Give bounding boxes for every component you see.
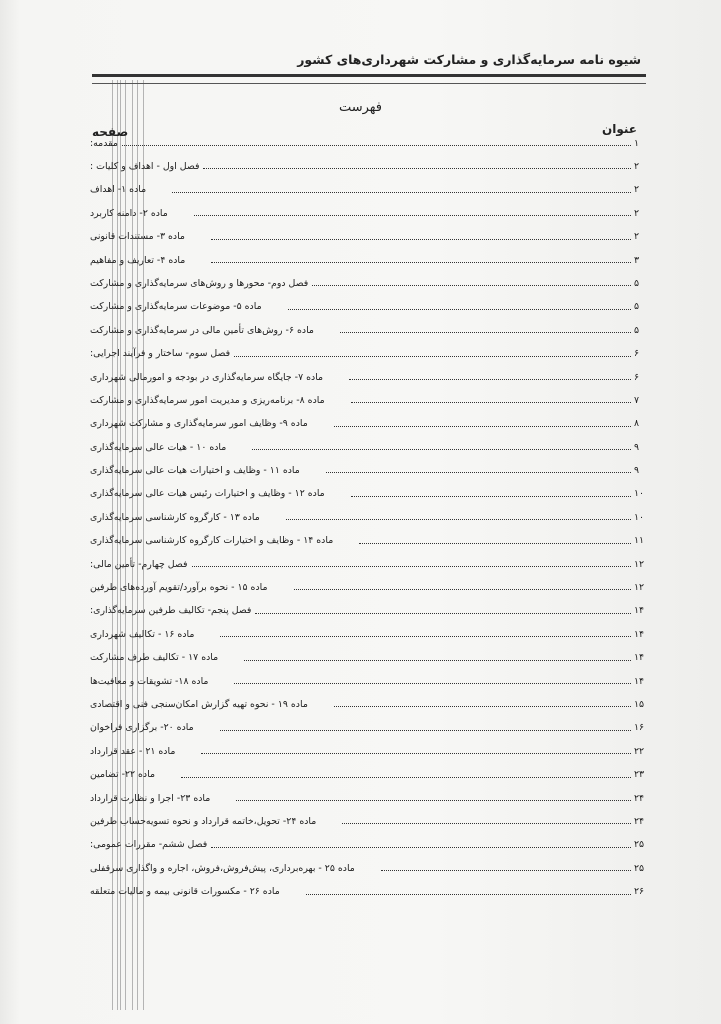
toc-entry-leader (211, 847, 631, 848)
toc-entry-label: ماده ۴- تعاریف و مفاهیم (90, 254, 186, 266)
toc-entry-page-number: ۲۴ (634, 815, 645, 827)
toc-entry-page-number: ۲ (634, 184, 640, 196)
toc-entry-leader (172, 192, 631, 193)
toc-entry-leader (306, 894, 631, 895)
toc-entry-label: ماده ۲۵ - بهره‌برداری، پیش‌فروش،فروش، اجاره و واگذاری سرقفلی (90, 862, 355, 874)
toc-entry-label: فصل دوم- محورها و روش‌های سرمایه‌گذاری و مشارکت (90, 277, 309, 289)
column-page-heading: صفحه (92, 125, 129, 139)
toc-entry-leader (342, 823, 631, 824)
toc-entry-page-number: ۱۱ (634, 535, 645, 547)
toc-entry-page-number: ۵ (634, 324, 640, 336)
toc-entry-leader (211, 262, 631, 263)
toc-entry (90, 312, 654, 335)
toc-entry-label: ماده ۹- وظایف امور سرمایه‌گذاری و مشارکت شهرداری (90, 418, 308, 430)
toc-entry (90, 756, 654, 779)
toc-entry (90, 850, 654, 873)
toc-entry-label: ماده ۸- برنامه‌ریزی و مدیریت امور سرمایه‌گذاری و مشارکت (90, 394, 325, 406)
toc-entry-label: ماده ۱۷ - تکالیف طرف مشارکت (90, 652, 219, 664)
toc-entry-page-number: ۲۵ (634, 862, 645, 874)
toc-entry (90, 616, 654, 639)
toc-entry-leader (351, 402, 631, 403)
toc-entry (90, 499, 654, 522)
toc-entry (90, 592, 654, 615)
toc-entry (90, 195, 654, 218)
toc-entry (90, 663, 654, 686)
toc-entry-label: ماده ۲۴- تحویل،خاتمه قرارداد و نحوه تسویه‌حساب طرفین (90, 815, 317, 827)
toc-entry (90, 522, 654, 545)
toc-entry-leader (252, 449, 631, 450)
toc-entry-leader (194, 215, 631, 216)
toc-entry-page-number: ۵ (634, 277, 640, 289)
toc-entry (90, 686, 654, 709)
toc-entry (90, 148, 654, 171)
toc-entry-leader (236, 800, 631, 801)
toc-entry-leader (312, 285, 631, 286)
toc-entry-leader (220, 636, 631, 637)
toc-entry-label: ماده ۱۰ - هیات عالی سرمایه‌گذاری (90, 441, 227, 453)
document-header-title: شیوه نامه سرمایه‌گذاری و مشارکت شهرداری‌های کشور (297, 52, 641, 67)
toc-entry-page-number: ۶ (634, 371, 640, 383)
toc-entry-page-number: ۲۶ (634, 886, 645, 898)
toc-entry-page-number: ۱ (634, 137, 640, 149)
toc-entry (90, 171, 654, 194)
toc-entry-leader (192, 566, 632, 567)
toc-entry-label: ماده ۵- موضوعات سرمایه‌گذاری و مشارکت (90, 301, 262, 313)
toc-entry-page-number: ۲۳ (634, 769, 645, 781)
toc-entry-label: ماده ۲۱ - عقد قرارداد (90, 745, 176, 757)
toc-entry-leader (351, 496, 631, 497)
toc-entry-leader (234, 356, 631, 357)
toc-entry (90, 405, 654, 428)
toc-entry (90, 873, 654, 896)
table-of-contents (90, 136, 654, 906)
toc-entry-leader (381, 870, 631, 871)
toc-entry-page-number: ۱۴ (634, 628, 645, 640)
toc-entry-label: ماده ۲- دامنه کاربرد (90, 207, 168, 219)
toc-entry-leader (122, 145, 631, 146)
toc-entry-label: ماده ۱۸- تشویقات و معافیت‌ها (90, 675, 209, 687)
toc-entry-label: ماده ۱۴ - وظایف و اختیارات کارگروه کارشناسی سرمایه‌گذاری (90, 535, 334, 547)
toc-entry-label: فصل اول - اهداف و کلیات : (90, 160, 200, 172)
toc-entry-page-number: ۱۲ (634, 582, 645, 594)
toc-entry-leader (340, 332, 631, 333)
toc-entry (90, 429, 654, 452)
toc-entry-label: ماده ۱۶ - تکالیف شهرداری (90, 628, 195, 640)
toc-entry (90, 475, 654, 498)
toc-entry (90, 265, 654, 288)
toc-entry-leader (359, 543, 631, 544)
toc-entry (90, 136, 654, 148)
toc-entry-page-number: ۱۵ (634, 698, 645, 710)
toc-entry-label: ماده ۱۳ - کارگروه کارشناسی سرمایه‌گذاری (90, 511, 260, 523)
toc-entry (90, 709, 654, 732)
toc-entry-label: مقدمه: (90, 137, 118, 149)
toc-entry-leader (294, 589, 631, 590)
toc-entry-page-number: ۳ (634, 254, 640, 266)
toc-entry-page-number: ۹ (634, 465, 640, 477)
toc-entry-leader (203, 168, 631, 169)
toc-entry-page-number: ۲۲ (634, 745, 645, 757)
toc-entry (90, 826, 654, 849)
toc-entry-page-number: ۶ (634, 348, 640, 360)
toc-entry-label: ماده ۱۱ - وظایف و اختیارات هیات عالی سرمایه‌گذاری (90, 465, 300, 477)
toc-entry-leader (334, 426, 631, 427)
toc-entry-label: ماده ۷- جایگاه سرمایه‌گذاری در بودجه و امورمالی شهرداری (90, 371, 324, 383)
toc-entry-leader (181, 777, 631, 778)
toc-entry (90, 242, 654, 265)
toc-entry (90, 335, 654, 358)
toc-entry-page-number: ۱۶ (634, 722, 645, 734)
toc-entry-label: ماده ۲۲- تضامین (90, 769, 155, 781)
toc-entry-page-number: ۲۴ (634, 792, 645, 804)
toc-entry-leader (326, 472, 631, 473)
toc-entry (90, 803, 654, 826)
toc-entry (90, 546, 654, 569)
toc-entry-label: ماده ۱۹ - نحوه تهیه گزارش امکان‌سنجی فنی و اقتصادی (90, 698, 308, 710)
toc-entry-leader (255, 613, 631, 614)
toc-entry-label: ماده ۳- مستندات قانونی (90, 231, 185, 243)
toc-entry-label: ماده ۲۰- برگزاری فراخوان (90, 722, 194, 734)
toc-entry-leader (211, 239, 631, 240)
toc-entry-leader (286, 519, 631, 520)
toc-entry-page-number: ۹ (634, 441, 640, 453)
toc-entry-label: فصل ششم- مقررات عمومی: (90, 839, 208, 851)
toc-entry-page-number: ۵ (634, 301, 640, 313)
toc-entry (90, 382, 654, 405)
column-title-heading: عنوان (602, 122, 637, 136)
toc-entry (90, 288, 654, 311)
toc-entry-page-number: ۱۴ (634, 675, 645, 687)
toc-entry-leader (334, 706, 631, 707)
toc-entry (90, 359, 654, 382)
toc-entry-label: فصل چهارم- تأمین مالی: (90, 558, 188, 570)
toc-title: فهرست (338, 100, 383, 115)
toc-entry-leader (220, 730, 631, 731)
toc-entry-page-number: ۱۴ (634, 605, 645, 617)
toc-entry-label: ماده ۱۵ - نحوه برآورد/تقویم آورده‌های طرفین (90, 582, 268, 594)
toc-entry-leader (349, 379, 631, 380)
toc-entry (90, 452, 654, 475)
toc-entry-label: ماده ۲۳- اجرا و نظارت قرارداد (90, 792, 211, 804)
toc-entry-page-number: ۱۲ (634, 558, 645, 570)
toc-entry-page-number: ۷ (634, 394, 640, 406)
toc-entry (90, 780, 654, 803)
toc-entry-label: ماده ۱۲ - وظایف و اختیارات رئیس هیات عالی سرمایه‌گذاری (90, 488, 325, 500)
toc-entry-page-number: ۸ (634, 418, 640, 430)
toc-entry (90, 218, 654, 241)
toc-entry (90, 639, 654, 662)
toc-entry-leader (244, 660, 631, 661)
toc-entry-label: فصل سوم- ساختار و فرآیند اجرایی: (90, 348, 231, 360)
toc-entry-label: ماده ۲۶ - مکسورات قانونی بیمه و مالیات متعلقه (90, 886, 280, 898)
toc-entry-label: فصل پنجم- تکالیف طرفین سرمایه‌گذاری: (90, 605, 252, 617)
toc-entry-page-number: ۲ (634, 207, 640, 219)
toc-entry-leader (201, 753, 631, 754)
toc-entry-page-number: ۱۰ (634, 488, 645, 500)
header-rule (92, 74, 646, 84)
toc-entry-page-number: ۲ (634, 160, 640, 172)
toc-entry-page-number: ۲ (634, 231, 640, 243)
toc-entry-leader (288, 309, 631, 310)
toc-entry-label: ماده ۱- اهداف (90, 184, 147, 196)
toc-entry-page-number: ۲۵ (634, 839, 645, 851)
toc-entry-leader (234, 683, 631, 684)
toc-entry-label: ماده ۶- روش‌های تأمین مالی در سرمایه‌گذاری و مشارکت (90, 324, 314, 336)
toc-entry-page-number: ۱۴ (634, 652, 645, 664)
toc-entry (90, 733, 654, 756)
toc-entry-page-number: ۱۰ (634, 511, 645, 523)
toc-entry (90, 569, 654, 592)
